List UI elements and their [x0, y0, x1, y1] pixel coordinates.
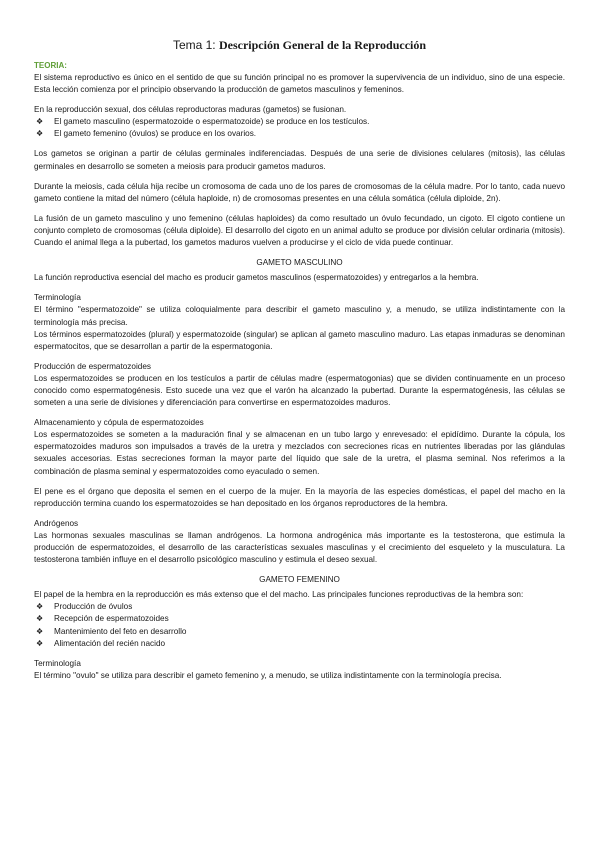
title-lead: Tema 1: [172, 38, 216, 52]
male-terminology-heading: Terminología [34, 293, 81, 303]
sperm-production-paragraph: Los espermatozoides se producen en los testículos a partir de células madre (espermatogonias) que se dividen continuamente en un proceso conocido como espermatogénesis. Esto sucede una vez que el varón ha alcanzado la pubertad. Durante la espermatogénesis, las células se someten a una serie de divisiones y diferenciación para convertirse en espermatozoides maduros. [34, 373, 565, 408]
bullet-icon: ❖ [36, 117, 44, 127]
female-terminology-heading: Terminología [34, 658, 81, 668]
list-item: ❖ Producción de óvulos [34, 601, 565, 613]
bullet-icon: ❖ [36, 626, 44, 636]
androgens-heading: Andrógenos [34, 518, 79, 528]
bullet-icon: ❖ [36, 602, 44, 612]
bullet-icon: ❖ [36, 638, 44, 648]
list-item: ❖ Alimentación del recién nacido [34, 638, 565, 650]
gametes-list [34, 116, 565, 140]
female-gamete-heading: GAMETO FEMENINO [259, 575, 340, 585]
list-item: ❖ El gameto masculino (espermatozoide o espermatozoide) se produce en los testículos. [34, 116, 565, 128]
sperm-production-heading: Producción de espermatozoides [34, 361, 151, 371]
page-title [34, 38, 565, 52]
meiosis-paragraph: Durante la meiosis, cada célula hija recibe un cromosoma de cada uno de los pares de cromosomas de la célula madre. Por lo tanto, cada nuevo gameto contiene la mitad del número (célula haploide, n) de cromosomas presentes en una célula somática (célula diploide, 2n). [34, 181, 565, 203]
fusion-paragraph: La fusión de un gameto masculino y uno femenino (células haploides) da como resultado un óvulo fecundado, un cigoto. El cigoto contiene un conjunto completo de cromosomas (célula diploide). El desarrollo del cigoto en un animal adulto se produce por división celular ordinaria (mitosis). Cuando el animal llega a la pubertad, los gametos maduros vuelven a producirse y el ciclo de vida puede continuar. [34, 213, 565, 248]
male-gamete-heading: GAMETO MASCULINO [256, 258, 343, 268]
list-item: ❖ Mantenimiento del feto en desarrollo [34, 626, 565, 638]
bullet-icon: ❖ [36, 614, 44, 624]
teoria-label: TEORIA: [34, 61, 67, 70]
androgens-paragraph: Las hormonas sexuales masculinas se llaman andrógenos. La hormona androgénica más importante es la testosterona, que estimula la producción de espermatozoides, el desarrollo de las características sexuales masculinas y el crecimiento del esqueleto y la musculatura. La testosterona también influye en el desarrollo psicológico masculino y estimula el deseo sexual. [34, 530, 565, 565]
sperm-storage-heading: Almacenamiento y cópula de espermatozoides [34, 418, 204, 428]
bullet-icon: ❖ [36, 129, 44, 139]
sperm-storage-p2: El pene es el órgano que deposita el semen en el cuerpo de la mujer. En la mayoría de las especies domésticas, el papel del macho en la reproducción termina cuando los espermatozoides se han depositado en los órganos reproductores de la hembra. [34, 486, 565, 508]
male-intro: La función reproductiva esencial del macho es producir gametos masculinos (espermatozoides) y entregarlos a la hembra. [34, 273, 479, 283]
female-intro: El papel de la hembra en la reproducción es más extenso que el del macho. Las principales funciones reproductivas de la hembra son: [34, 590, 524, 600]
male-terminology-p2: Los términos espermatozoides (plural) y espermatozoide (singular) se aplican al gameto masculino maduro. Las etapas inmaduras se denominan espermatocitos, que se desarrollan a partir de la espermatogonia. [34, 329, 565, 351]
germ-cells-paragraph: Los gametos se originan a partir de células germinales indiferenciadas. Después de una serie de divisiones celulares (mitosis), las células germinales en desarrollo se someten a meiosis para producir gametos maduros. [34, 149, 565, 171]
male-terminology-p1: El término "espermatozoide" se utiliza coloquialmente para describir el gameto masculino y, a menudo, se utiliza indistintamente con la terminología más precisa. [34, 305, 565, 327]
female-functions-list [34, 601, 565, 649]
title-main: Descripción General de la Reproducción [218, 38, 427, 52]
sperm-storage-p1: Los espermatozoides se someten a la maduración final y se almacenan en un tubo largo y enrevesado: el epidídimo. Durante la cópula, los espermatozoides maduros son impulsados a través de la uretra y mezclados con secreciones ricas en nutrientes liberadas por las glándulas sexuales accesorias. Estas secreciones forman la mayor parte del líquido que sale de la uretra, el plasma seminal. Nos referimos a la combinación de plasma seminal y espermatozoides como eyaculado o semen. [34, 430, 565, 476]
list-item: ❖ Recepción de espermatozoides [34, 613, 565, 625]
list-item: ❖ El gameto femenino (óvulos) se produce en los ovarios. [34, 128, 565, 140]
gametes-intro: En la reproducción sexual, dos células reproductoras maduras (gametos) se fusionan. [34, 105, 347, 115]
female-terminology-paragraph: El término "ovulo" se utiliza para describir el gameto femenino y, a menudo, se utiliza indistintamente con la terminología precisa. [34, 670, 502, 680]
intro-paragraph: El sistema reproductivo es único en el sentido de que su función principal no es promover la supervivencia de un individuo, sino de una especie. Esta lección comienza por el principio observando la producción de gametos masculinos y femeninos. [34, 73, 565, 95]
